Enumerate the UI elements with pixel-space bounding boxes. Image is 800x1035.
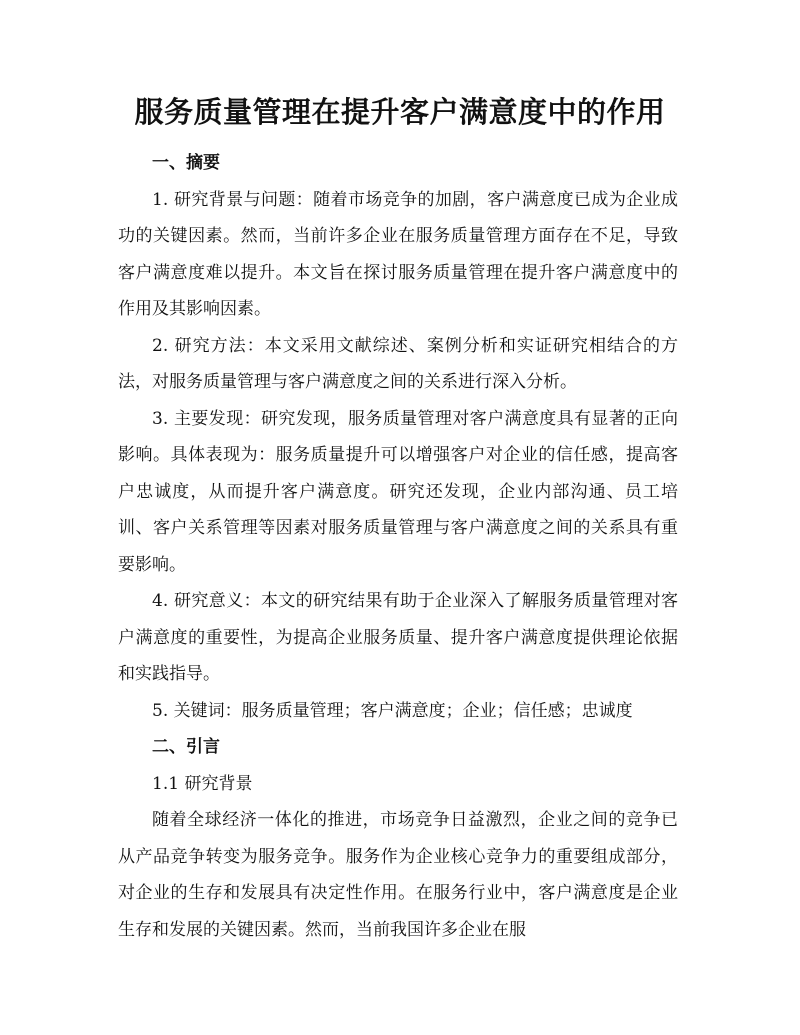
section-heading-introduction: 二、引言: [152, 737, 220, 757]
abstract-paragraph-background: 1. 研究背景与问题：随着市场竞争的加剧，客户满意度已成为企业成功的关键因素。然而，当前许多企业在服务质量管理方面存在不足，导致客户满意度难以提升。本文旨在探讨服务质量管理在提升客户满意度中的作用及其影响因素。: [118, 189, 678, 319]
abstract-paragraph-keywords: 5. 关键词：服务质量管理；客户满意度；企业；信任感；忠诚度: [152, 700, 633, 721]
subsection-heading-background: 1.1 研究背景: [152, 773, 253, 794]
abstract-paragraph-significance: 4. 研究意义：本文的研究结果有助于企业深入了解服务质量管理对客户满意度的重要性，为提高企业服务质量、提升客户满意度提供理论依据和实践指导。: [118, 591, 678, 684]
document-body: [118, 145, 678, 948]
abstract-paragraph-methods: 2. 研究方法：本文采用文献综述、案例分析和实证研究相结合的方法，对服务质量管理与客户满意度之间的关系进行深入分析。: [118, 335, 678, 392]
document-title: 服务质量管理在提升客户满意度中的作用: [134, 95, 666, 129]
introduction-paragraph: 随着全球经济一体化的推进，市场竞争日益激烈，企业之间的竞争已从产品竞争转变为服务竞争。服务作为企业核心竞争力的重要组成部分，对企业的生存和发展具有决定性作用。在服务行业中，客户满意度是企业生存和发展的关键因素。然而，当前我国许多企业在服: [118, 810, 678, 940]
abstract-paragraph-findings: 3. 主要发现：研究发现，服务质量管理对客户满意度具有显著的正向影响。具体表现为：服务质量提升可以增强客户对企业的信任感，提高客户忠诚度，从而提升客户满意度。研究还发现，企业内部沟通、员工培训、客户关系管理等因素对服务质量管理与客户满意度之间的关系具有重要影响。: [118, 408, 678, 575]
section-heading-abstract: 一、摘要: [152, 153, 220, 173]
